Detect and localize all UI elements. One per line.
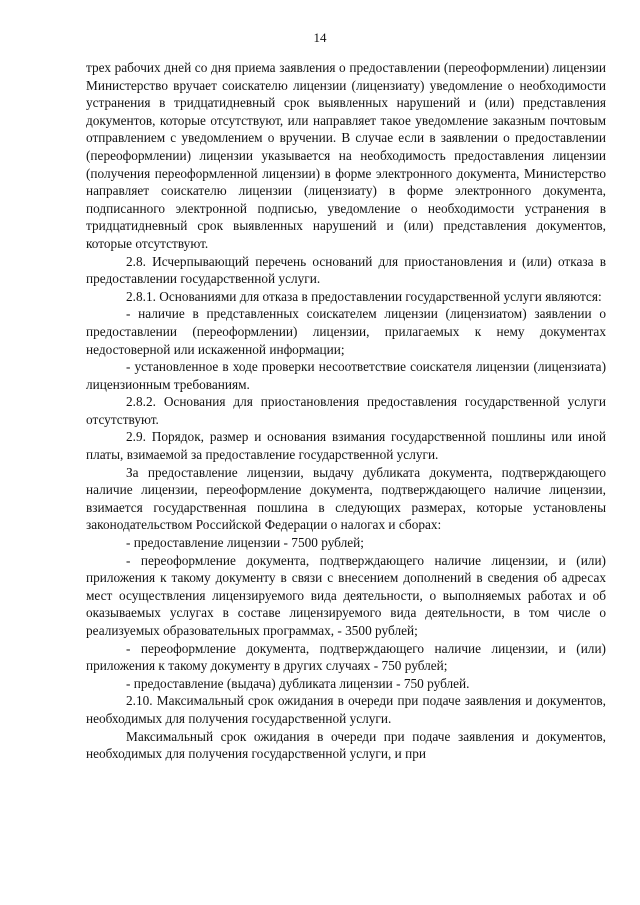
list-item-noncompliance: - установленное в ходе проверки несоответствие соискателя лицензии (лицензиата) лицензионным требованиям. — [86, 359, 606, 392]
list-item-fee-duplicate: - предоставление (выдача) дубликата лицензии - 750 рублей. — [126, 675, 470, 691]
list-item-unreliable-info: - наличие в представленных соискателем лицензии (лицензиатом) заявлении о предоставлении (переоформлении) лицензии, прилагаемых к нему документах недостоверной или искаженной информации; — [86, 306, 606, 357]
paragraph-section-2-9: 2.9. Порядок, размер и основания взимания государственной пошлины или иной платы, взимаемой за предоставление государственной услуги. — [86, 429, 606, 463]
paragraph-section-2-8-1: 2.8.1. Основаниями для отказа в предоставлении государственной услуги являются: — [126, 288, 602, 304]
list-item-fee-reissue-other: - переоформление документа, подтверждающего наличие лицензии, и (или) приложения к такому документу в других случаях - 750 рублей; — [86, 640, 606, 674]
list-item-fee-reissue-additions: - переоформление документа, подтверждающего наличие лицензии, и (или) приложения к такому документу в связи с внесением дополнений в сведения об адресах мест осуществления лицензируемого вида деятельности, о выполняемых работах и об оказываемых услугах в составе лицензируемого вида деятельности, в том числе о реализуемых образовательных программах, - 3500 рублей; — [86, 552, 606, 638]
paragraph-continuation: трех рабочих дней со дня приема заявления о предоставлении (переоформлении) лицензии Министерство вручает соискателю лицензии (лицензиату) уведомление о необходимости устранения в тридцатидневный срок выявленных нарушений и (или) представления документов, которые отсутствуют, или направляет такое уведомление заказным почтовым отправлением с уведомлением о вручении. В случае если в заявлении о предоставлении (переоформлении) лицензии указывается на необходимость предоставления лицензии (получения переоформленной лицензии) в форме электронного документа, Министерство направляет соискателю лицензии (лицензиату) в форме электронного документа, подписанного электронной подписью, уведомление о необходимости устранения в тридцатидневный срок выявленных нарушений и (или) представления документов, которые отсутствуют. — [86, 60, 606, 251]
paragraph-section-2-8: 2.8. Исчерпывающий перечень оснований для приостановления и (или) отказа в предоставлении государственной услуги. — [86, 253, 606, 287]
paragraph-state-fee: За предоставление лицензии, выдачу дубликата документа, подтверждающего наличие лицензии, переоформление документа, подтверждающего наличие лицензии, взимается государственная пошлина в следующих размерах, которые установлены законодательством Российской Федерации о налогах и сборах: — [86, 464, 606, 533]
paragraph-section-2-10: 2.10. Максимальный срок ожидания в очереди при подаче заявления и документов, необходимых для получения государственной услуги. — [86, 693, 606, 726]
page-number: 14 — [313, 30, 327, 45]
paragraph-queue-time: Максимальный срок ожидания в очереди при подаче заявления и документов, необходимых для получения государственной услуги, и при — [86, 728, 606, 762]
list-item-fee-license: - предоставление лицензии - 7500 рублей; — [126, 535, 364, 551]
paragraph-section-2-8-2: 2.8.2. Основания для приостановления предоставления государственной услуги отсутствуют. — [86, 394, 606, 427]
document-body — [86, 59, 606, 763]
